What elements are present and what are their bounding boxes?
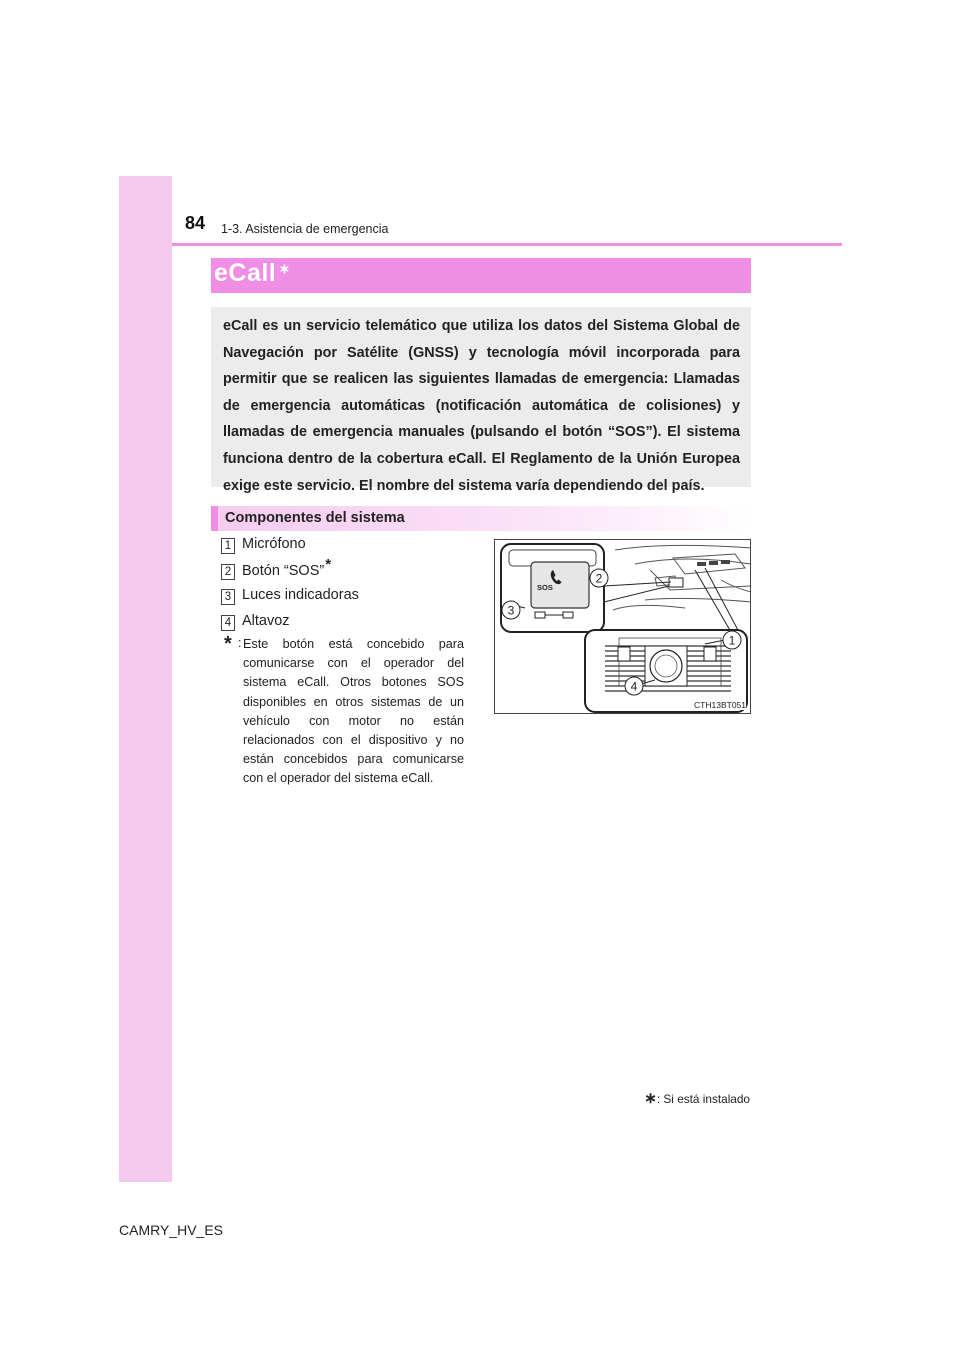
item-label-text: Botón “SOS” [242, 562, 325, 579]
item-number-box: 2 [221, 564, 235, 580]
item-label: Luces indicadoras [242, 587, 359, 604]
sos-label: SOS [537, 583, 553, 592]
footnote-colon: : [238, 636, 242, 650]
system-diagram [494, 539, 751, 714]
title-bar [211, 258, 751, 293]
header-rule [172, 243, 842, 246]
side-tab [119, 176, 172, 1182]
item-number-box: 3 [221, 589, 235, 605]
list-item [221, 555, 491, 586]
item-label: Altavoz [242, 613, 290, 630]
page-title: eCall [214, 259, 277, 287]
section-accent [211, 506, 218, 531]
item-number-box: 4 [221, 615, 235, 631]
title-asterisk: ∗ [279, 261, 290, 276]
list-item [221, 585, 491, 611]
page-number: 84 [185, 213, 206, 233]
list-item [221, 534, 491, 560]
intro-text: eCall es un servicio telemático que utiliza los datos del Sistema Global de Navegación por Satélite (GNSS) y tecnología móvil incorporada para permitir que se realicen las siguientes llamadas de emergencia: Llamadas de emergencia automáticas (notificación automática de colisiones) y llamadas de emergencia manuales (pulsando el botón “SOS”). El sistema funciona dentro de la cobertura eCall. El Reglamento de la Unión Europea exige este servicio. El nombre del sistema varía dependiendo del país. [211, 307, 751, 487]
item-label: Micrófono [242, 536, 306, 552]
figure-code: CTH13BT051 [691, 700, 746, 710]
components-list [221, 534, 491, 637]
item-label [242, 555, 332, 579]
footnote-text: Este botón está concebido para comunicarse con el operador del sistema eCall. Otros botones SOS disponibles en otros sistemas de un vehículo con motor no están relacionados con el dispositivo y no están concebidos para comunicarse con el operador del sistema eCall. [243, 637, 464, 786]
diagram-illustration [495, 540, 751, 714]
bottom-note [644, 1089, 750, 1107]
footnote-asterisk: * [224, 633, 232, 655]
list-item [221, 611, 491, 637]
callout-1: 1 [728, 633, 736, 648]
section-heading-text: Componentes del sistema [225, 510, 405, 526]
note-text: : Si está instalado [656, 1092, 750, 1106]
callout-4: 4 [630, 679, 638, 694]
callout-2: 2 [595, 571, 603, 586]
item-asterisk: * [325, 555, 332, 573]
model-code: CAMRY_HV_ES [119, 1222, 224, 1238]
item-number-box: 1 [221, 538, 235, 554]
note-asterisk: ∗ [644, 1090, 657, 1107]
breadcrumb: 1-3. Asistencia de emergencia [221, 222, 389, 236]
callout-3: 3 [507, 603, 515, 618]
section-heading [211, 506, 751, 531]
